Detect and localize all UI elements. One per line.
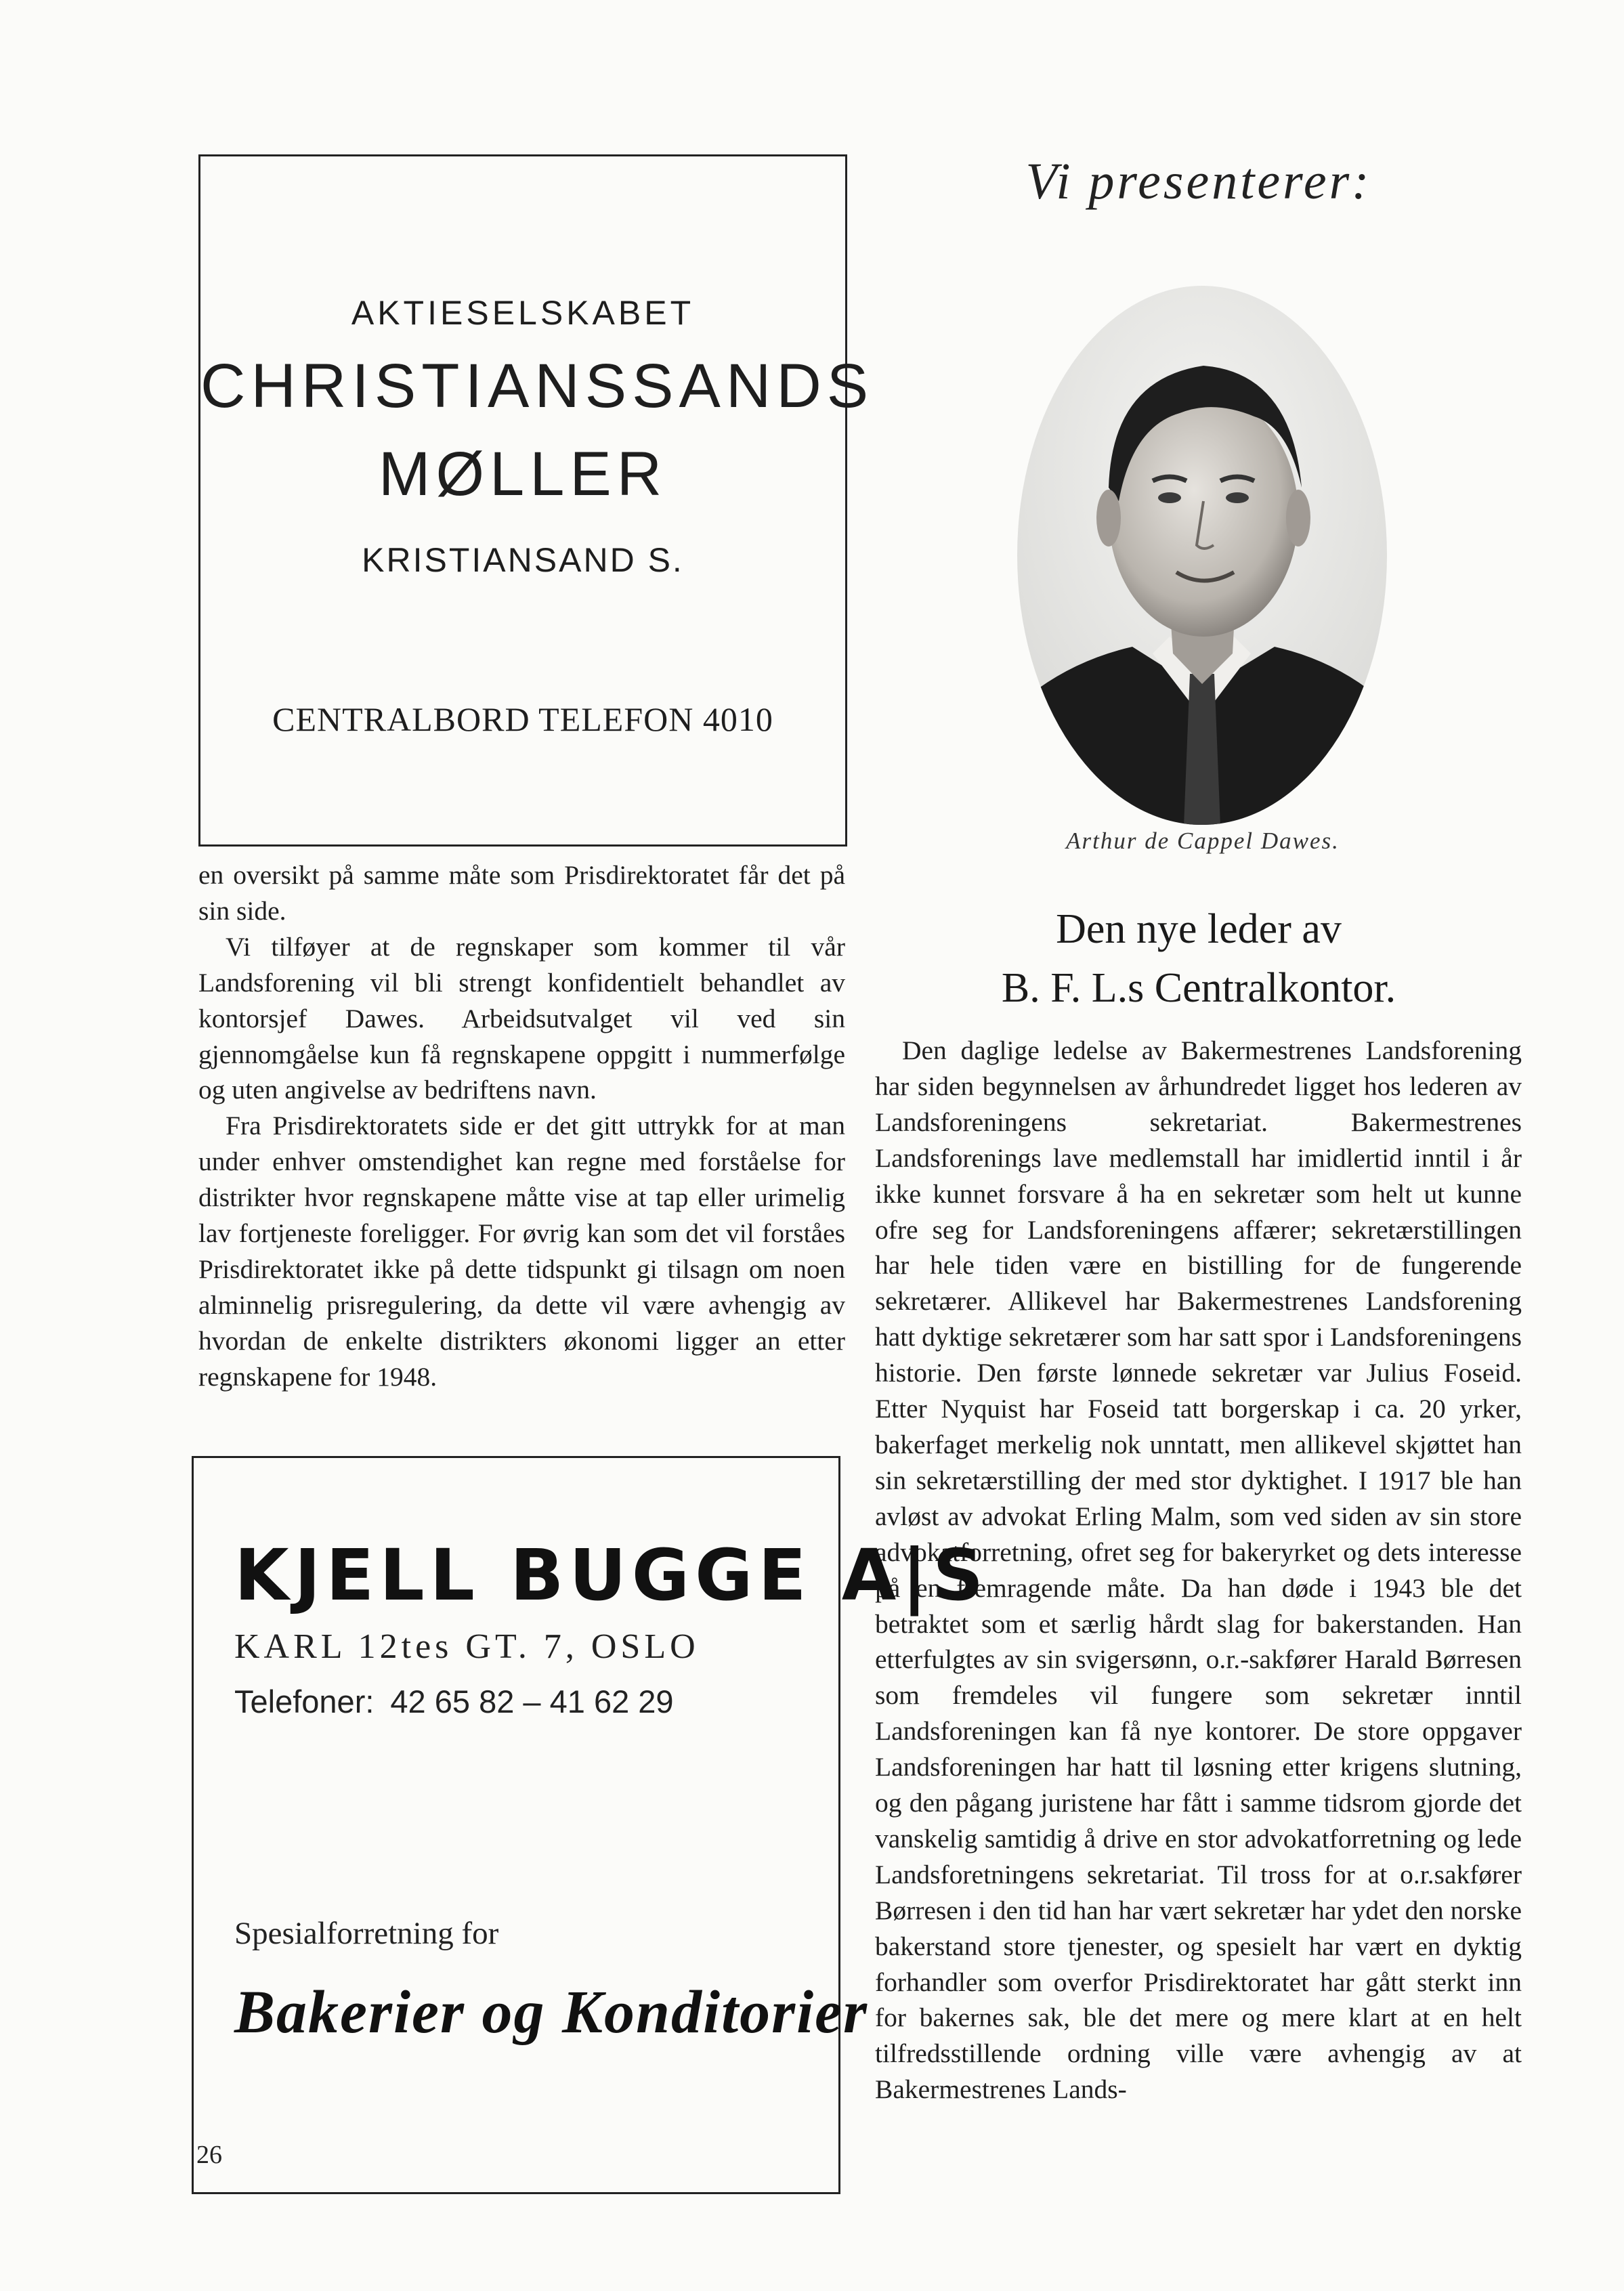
article-paragraph: Vi tilføyer at de regnskaper som kommer til vår Landsforening vil bli strengt konfidentielt behandlet av kontorsjef Dawes. Arbeidsutvalget vil ved sin gjennomgåelse kun få regnskapene oppgitt i nummerfølge og uten angivelse av bedriftens navn.: [198, 931, 845, 1105]
ad-phone-numbers: 42 65 82 – 41 62 29: [390, 1684, 674, 1719]
portrait-caption: Arthur de Cappel Dawes.: [1066, 828, 1340, 854]
ad-company-address: KARL 12tes GT. 7, OSLO: [234, 1627, 700, 1666]
ad-specialty: Spesialforretning for: [234, 1916, 499, 1951]
ad-company-name-line-1: CHRISTIANSSANDS: [200, 351, 874, 421]
article-headline-line-1: Den nye leder av: [1056, 906, 1342, 952]
article-paragraph: Fra Prisdirektoratets side er det gitt uttrykk for at man under enhver omstendighet kan regne med forståelse for distrikter hvor regnskapene måtte vise at tap eller urimelig lav fortjeneste foreligger. For øvrig kan som det vil forståes Prisdirektoratet ikke på dette tidspunkt gi tilsagn om noen alminnelig prisregulering, da dette vil være avhengig av hvordan de enkelte distrikters økonomi ligger an etter regnskapene for 1948.: [198, 1111, 845, 1392]
ad-phones-label: Telefoner:: [234, 1684, 375, 1719]
ad-products: Bakerier og Konditorier: [234, 1979, 869, 2046]
ad-company-phones: [234, 1683, 674, 1720]
ad-company-phone: CENTRALBORD TELEFON 4010: [272, 700, 773, 738]
ad-company-name: KJELL BUGGE A|S: [234, 1534, 989, 1616]
left-column-text: [198, 857, 845, 1395]
kjell-bugge-advertisement: [192, 1456, 989, 2194]
portrait-photo: [1017, 284, 1387, 826]
article-paragraph: Den daglige ledelse av Bakermestrenes Landsforening har siden begynnelsen av århundredet ligget hos lederen av Landsforeningens sekretariat. Bakermestrenes Landsforenings lave medlemstall har imidlertid inntil i år ikke kunnet forsvare å ha en sekretær som helt ut kunne ofre seg for Landsforeningens affærer; sekretærstillingen har hele tiden være en bistilling for de fungerende sekretærer. Allikevel har Bakermestrenes Landsforening hatt dyktige sekretærer som har satt spor i Landsforeningens historie. Den første lønnede sekretær var Julius Foseid. Etter Nyquist har Foseid tatt borgerskap i ca. 20 yrker, bakerfaget merkelig nok unntatt, men allikevel skjøttet han sin sekretærstilling der med stor dyktighet. I 1917 ble han avløst av advokat Erling Malm, som ved siden av sin store advokatforretning, ofret seg for bakeryrket og dets interesse på en fremragende måte. Da han døde i 1943 ble det betraktet som et særlig hårdt slag for bakerstanden. Han etterfulgtes av sin svigersønn, o.r.-sakfører Harald Børresen som fremdeles vil fungere som sekretær inntil Landsforeningen kan få nye kontorer. De store oppgaver Landsforeningen har hatt til løsning etter krigens slutning, og den pågang juristene har fått i samme tidsrom gjorde det vanskelig samtidig å drive en stor advokatforretning og lede Landsforetningens sekretariat. Til tross for at o.r.sakfører Børresen i den tid han har vært sekretær har ydet den norske bakerstand store tjenester, og spesielt har vært en dyktig forhandler som overfor Prisdirektoratet har gått sterkt inn for bakernes sak, ble det mere og mere klart at en helt tilfredsstillende ordning ville være avhengig av at Bakermestrenes Lands-: [875, 1035, 1522, 2105]
ad-company-city: KRISTIANSAND S.: [362, 541, 684, 579]
section-header: Vi presenterer:: [1025, 153, 1372, 210]
christianssands-moller-advertisement: [198, 154, 874, 847]
article-headline-line-2: B. F. L.s Centralkontor.: [1001, 965, 1396, 1011]
article-paragraph: en oversikt på samme måte som Prisdirektoratet får det på sin side.: [198, 860, 845, 926]
ad-company-name-line-2: MØLLER: [378, 440, 668, 509]
ad-company-form: AKTIESELSKABET: [351, 294, 695, 332]
page-number: 26: [196, 2141, 222, 2169]
